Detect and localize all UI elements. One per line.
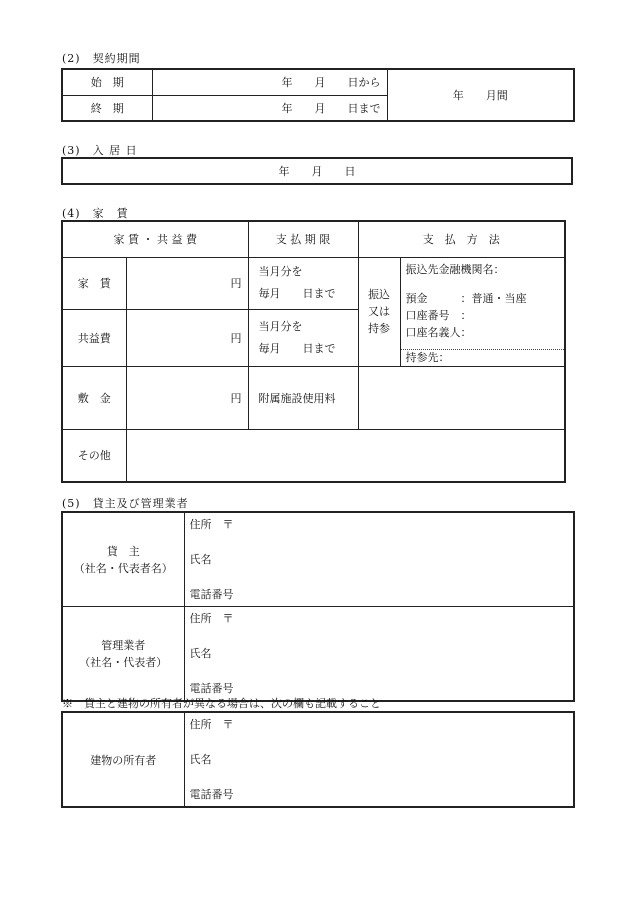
other-label: その他 [62, 429, 126, 482]
common-deadline-line1: 当月分を [258, 319, 303, 333]
payment-details [400, 257, 565, 366]
contract-period-table [61, 68, 575, 122]
manager-sub: （社名・代表者） [79, 655, 168, 669]
rent-label: 家 賃 [62, 257, 126, 310]
account-no: 口座番号 ： [405, 308, 472, 322]
header-fee: 家 賃 ・ 共 益 費 [62, 221, 248, 257]
rent-deadline-line2: 毎月 日まで [258, 287, 336, 301]
transfer-label-2: 又は [368, 305, 391, 318]
common-fee-label: 共益費 [62, 310, 126, 366]
manager-phone: 電話番号 [189, 682, 234, 695]
rent-deadline-line1: 当月分を [258, 265, 303, 279]
owner-note: ※ 貸主と建物の所有者が異なる場合は、次の欄も記載すること [62, 697, 381, 710]
owner-info [184, 712, 574, 807]
other-value [126, 429, 565, 482]
owner-label: 建物の所有者 [62, 712, 184, 807]
rent-table [61, 220, 566, 483]
start-date: 年 月 日から [152, 69, 387, 95]
section-3-title: (3) 入 居 日 [62, 144, 138, 157]
transfer-label-3: 持参 [368, 322, 391, 335]
contract-duration: 年 月間 [387, 69, 574, 121]
deposit-yen: 円 [126, 366, 248, 429]
common-deadline-line2: 毎月 日まで [258, 341, 336, 355]
header-method: 支 払 方 法 [358, 221, 565, 257]
transfer-or-bring [358, 257, 400, 366]
start-label: 始 期 [62, 69, 152, 95]
facility-fee-value [358, 366, 565, 429]
facility-fee-label: 附属施設使用料 [248, 366, 358, 429]
manager-name: 氏名 [189, 647, 212, 660]
lessor-info [184, 512, 574, 607]
manager-label-cell [62, 607, 184, 702]
lessor-sub: （社名・代表者名） [73, 561, 173, 575]
lessor-phone: 電話番号 [189, 588, 234, 601]
lessor-label: 貸 主 [106, 544, 140, 558]
account-holder: 口座名義人： [405, 325, 472, 339]
deposit-label: 敷 金 [62, 366, 126, 429]
common-deadline [248, 310, 358, 366]
owner-address: 住所 〒 [189, 718, 234, 731]
lessor-manager-table [61, 511, 575, 702]
owner-phone: 電話番号 [189, 788, 234, 801]
owner-name: 氏名 [189, 753, 212, 766]
section-4-title: (4) 家 賃 [62, 207, 129, 220]
bring-to: 持参先： [401, 349, 565, 366]
lessor-name: 氏名 [189, 553, 212, 566]
rent-deadline [248, 257, 358, 310]
rent-yen: 円 [126, 257, 248, 310]
section-5-title: (5) 貸主及び管理業者 [62, 497, 189, 510]
manager-label: 管理業者 [101, 638, 146, 652]
section-2-title: (2) 契約期間 [62, 52, 141, 65]
end-label: 終 期 [62, 95, 152, 121]
common-fee-yen: 円 [126, 310, 248, 366]
header-deadline: 支 払 期 限 [248, 221, 358, 257]
bank-name: 振込先金融機関名： [405, 262, 505, 276]
manager-info [184, 607, 574, 702]
end-date: 年 月 日まで [152, 95, 387, 121]
manager-address: 住所 〒 [189, 612, 234, 625]
lessor-label-cell [62, 512, 184, 607]
move-in-date-table [61, 157, 573, 185]
move-in-date: 年 月 日 [62, 158, 572, 184]
lessor-address: 住所 〒 [189, 518, 234, 531]
deposit-type: 預金 ：普通・当座 [405, 291, 527, 305]
owner-table [61, 711, 575, 808]
transfer-label-1: 振込 [368, 288, 391, 301]
